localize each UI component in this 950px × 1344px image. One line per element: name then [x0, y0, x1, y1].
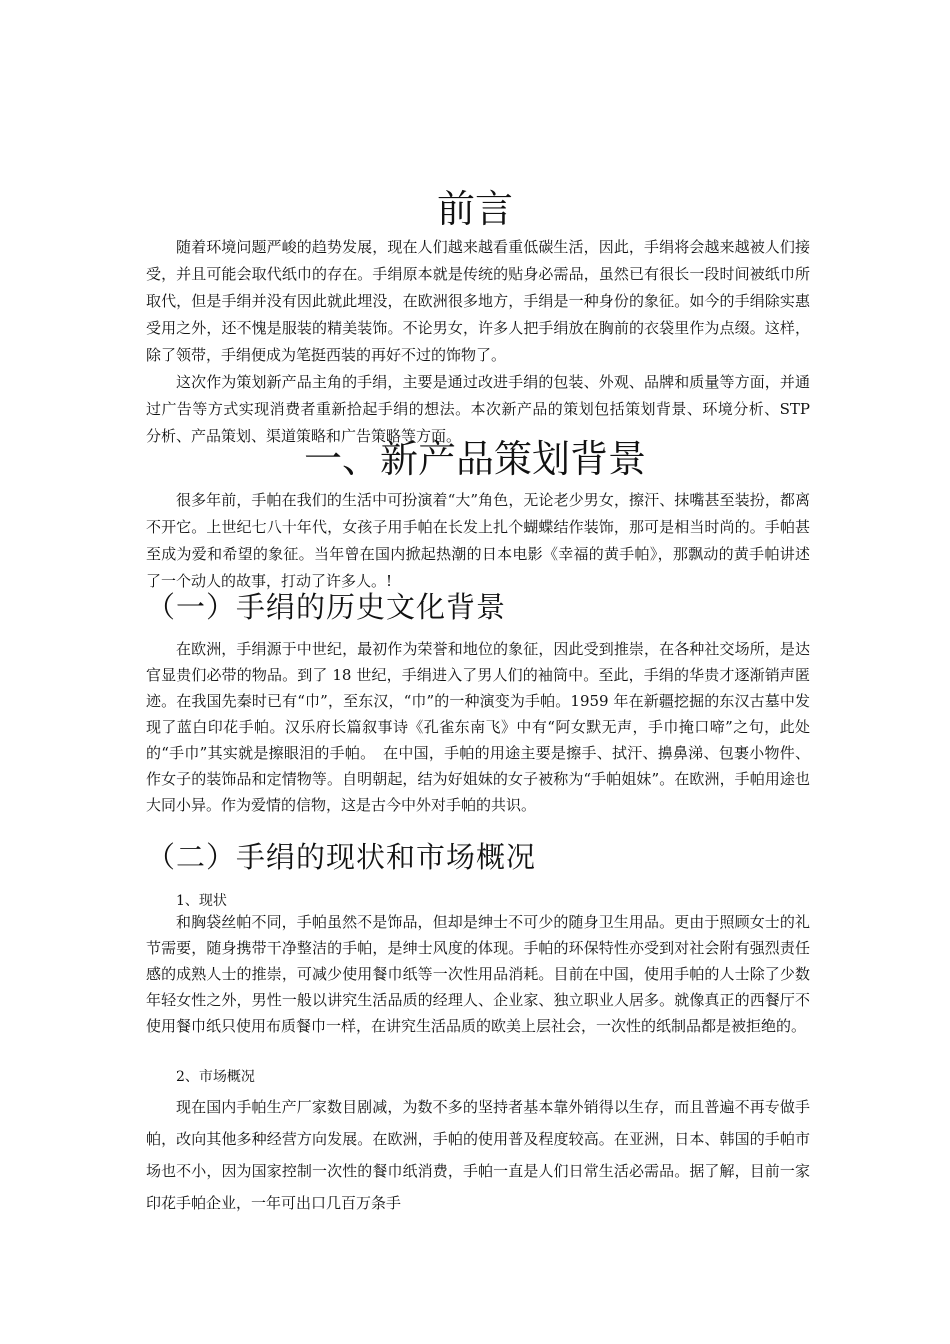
subsection-1-title: （一）手绢的历史文化背景: [146, 590, 507, 624]
item-2-paragraph: 现在国内手帕生产厂家数目剧减，为数不多的坚持者基本靠外销得以生存，而且普遍不再专做手帕，改向其他多种经营方向发展。在欧洲，手帕的使用普及程度较高。在亚洲，日本、韩国的手帕市场也不小，因为国家控制一次性的餐巾纸消费，手帕一直是人们日常生活必需品。据了解，目前一家印花手帕企业，一年可出口几百万条手: [146, 1098, 810, 1212]
subsection-1-paragraph: 在欧洲，手绢源于中世纪，最初作为荣誉和地位的象征，因此受到推崇，在各种社交场所，是达官显贵们必带的物品。到了 18 世纪，手绢进入了男人们的袖筒中。至此，手绢的华贵才逐渐销声匿迹。在我国先秦时已有“巾”，至东汉，“巾”的一种演变为手帕。1959 年在新疆挖掘的东汉古墓中发现了蓝白印花手帕。汉乐府长篇叙事诗《孔雀东南飞》中有“阿女默无声，手巾掩口啼”之句，此处的“手巾”其实就是擦眼泪的手帕。 在中国，手帕的用途主要是擦手、拭汗、擤鼻涕、包裹小物件、作女子的装饰品和定情物等。自明朝起，结为好姐妹的女子被称为“手帕姐妹”。在欧洲，手帕用途也大同小异。作为爱情的信物，这是古今中外对手帕的共识。: [146, 640, 810, 814]
section-1-paragraph: 很多年前，手帕在我们的生活中可扮演着“大”角色，无论老少男女，擦汗、抹嘴甚至装扮，都离不开它。上世纪七八十年代，女孩子用手帕在长发上扎个蝴蝶结作装饰，那可是相当时尚的。手帕甚至成为爱和希望的象征。当年曾在国内掀起热潮的日本电影《幸福的黄手帕》，那飘动的黄手帕讲述了一个动人的故事，打动了许多人。!: [146, 491, 810, 590]
section-1-title: 一、新产品策划背景: [303, 437, 646, 481]
preface-title: 前言: [436, 187, 513, 231]
item-1-label: 1、现状: [176, 893, 227, 909]
subsection-2-title: （二）手绢的现状和市场概况: [146, 840, 537, 874]
item-2-label: 2、市场概况: [176, 1069, 255, 1085]
item-1-paragraph: 和胸袋丝帕不同，手帕虽然不是饰品，但却是绅士不可少的随身卫生用品。更由于照顾女士的礼节需要，随身携带干净整洁的手帕，是绅士风度的体现。手帕的环保特性亦受到对社会附有强烈责任感的成熟人士的推崇，可减少使用餐巾纸等一次性用品消耗。目前在中国，使用手帕的人士除了少数年轻女性之外，男性一般以讲究生活品质的经理人、企业家、独立职业人居多。就像真正的西餐厅不使用餐巾纸只使用布质餐巾一样，在讲究生活品质的欧美上层社会，一次性的纸制品都是被拒绝的。: [146, 913, 810, 1035]
preface-paragraph-2: 这次作为策划新产品主角的手绢，主要是通过改进手绢的包装、外观、品牌和质量等方面，并通过广告等方式实现消费者重新拾起手绢的想法。本次新产品的策划包括策划背景、环境分析、STP 分析、产品策划、渠道策略和广告策略等方面。: [146, 373, 810, 445]
preface-paragraph-1: 随着环境问题严峻的趋势发展，现在人们越来越看重低碳生活，因此，手绢将会越来越被人们接受，并且可能会取代纸巾的存在。手绢原本就是传统的贴身必需品，虽然已有很长一段时间被纸巾所取代，但是手绢并没有因此就此埋没，在欧洲很多地方，手绢是一种身份的象征。如今的手绢除实惠受用之外，还不愧是服装的精美装饰。不论男女，许多人把手绢放在胸前的衣袋里作为点缀。这样，除了领带，手绢便成为笔挺西装的再好不过的饰物了。: [146, 238, 810, 364]
